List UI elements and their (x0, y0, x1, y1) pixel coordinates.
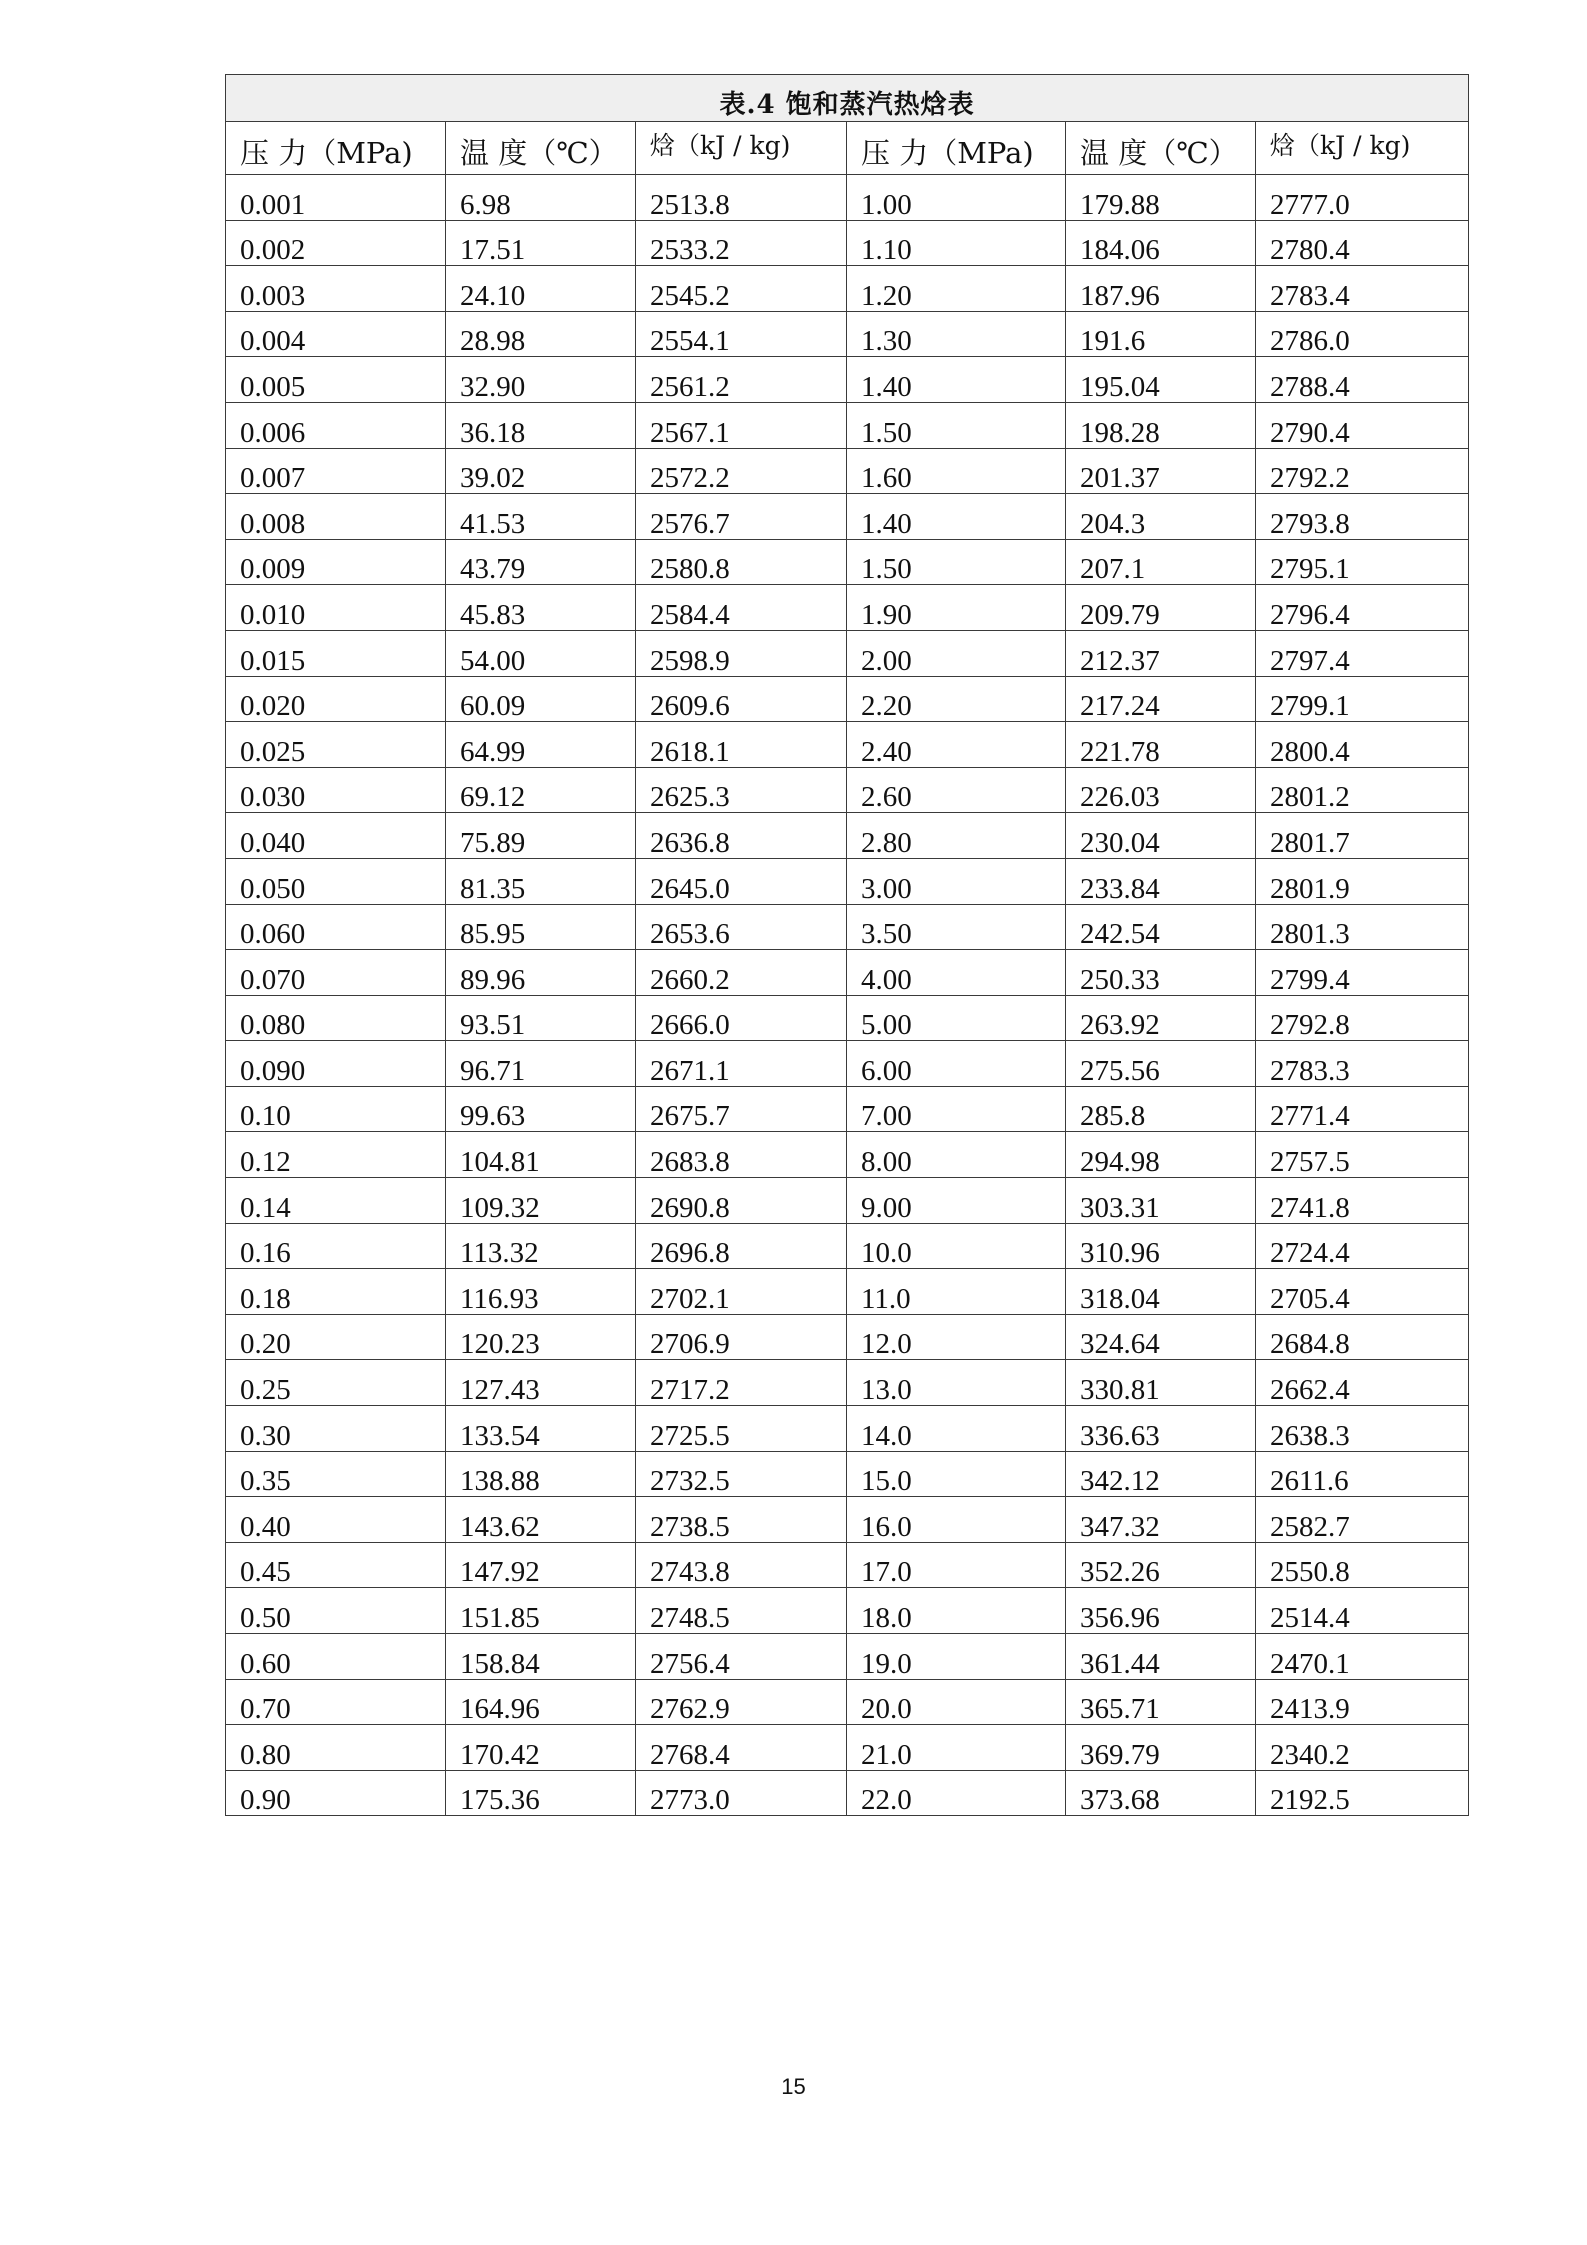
cell-pressure-left: 0.008 (226, 494, 446, 540)
table-row (226, 1314, 1469, 1360)
cell-pressure-right: 6.00 (847, 1041, 1066, 1087)
cell-enthalpy-left: 2756.4 (636, 1634, 847, 1680)
header-pressure-left: 压 力（MPa) (226, 122, 446, 175)
cell-enthalpy-left: 2690.8 (636, 1178, 847, 1224)
cell-enthalpy-right: 2771.4 (1256, 1086, 1469, 1132)
cell-enthalpy-right: 2611.6 (1256, 1451, 1469, 1497)
cell-pressure-left: 0.10 (226, 1086, 446, 1132)
cell-enthalpy-left: 2636.8 (636, 813, 847, 859)
cell-temperature-right: 330.81 (1066, 1360, 1256, 1406)
cell-pressure-left: 0.40 (226, 1497, 446, 1543)
cell-enthalpy-right: 2724.4 (1256, 1223, 1469, 1269)
cell-temperature-left: 170.42 (446, 1725, 636, 1771)
table-row (226, 1770, 1469, 1816)
table-row (226, 1406, 1469, 1452)
cell-enthalpy-right: 2638.3 (1256, 1406, 1469, 1452)
cell-pressure-left: 0.005 (226, 357, 446, 403)
cell-pressure-left: 0.025 (226, 722, 446, 768)
cell-enthalpy-left: 2660.2 (636, 950, 847, 996)
cell-pressure-right: 20.0 (847, 1679, 1066, 1725)
cell-pressure-right: 12.0 (847, 1314, 1066, 1360)
cell-enthalpy-right: 2470.1 (1256, 1634, 1469, 1680)
cell-temperature-left: 39.02 (446, 448, 636, 494)
cell-enthalpy-right: 2799.4 (1256, 950, 1469, 996)
cell-pressure-right: 8.00 (847, 1132, 1066, 1178)
cell-enthalpy-right: 2550.8 (1256, 1542, 1469, 1588)
cell-temperature-right: 187.96 (1066, 266, 1256, 312)
cell-enthalpy-right: 2788.4 (1256, 357, 1469, 403)
cell-enthalpy-left: 2513.8 (636, 175, 847, 221)
cell-temperature-right: 198.28 (1066, 402, 1256, 448)
cell-pressure-left: 0.007 (226, 448, 446, 494)
cell-enthalpy-right: 2796.4 (1256, 585, 1469, 631)
cell-enthalpy-left: 2567.1 (636, 402, 847, 448)
cell-enthalpy-left: 2773.0 (636, 1770, 847, 1816)
cell-temperature-left: 32.90 (446, 357, 636, 403)
cell-pressure-left: 0.35 (226, 1451, 446, 1497)
cell-pressure-left: 0.45 (226, 1542, 446, 1588)
cell-temperature-right: 195.04 (1066, 357, 1256, 403)
table-row (226, 950, 1469, 996)
cell-temperature-left: 60.09 (446, 676, 636, 722)
cell-pressure-right: 1.40 (847, 357, 1066, 403)
cell-pressure-right: 1.30 (847, 311, 1066, 357)
cell-pressure-left: 0.080 (226, 995, 446, 1041)
table-row (226, 1542, 1469, 1588)
table-row (226, 220, 1469, 266)
cell-enthalpy-right: 2801.9 (1256, 858, 1469, 904)
cell-temperature-left: 99.63 (446, 1086, 636, 1132)
cell-enthalpy-left: 2696.8 (636, 1223, 847, 1269)
cell-pressure-left: 0.001 (226, 175, 446, 221)
table-row (226, 1086, 1469, 1132)
cell-pressure-right: 4.00 (847, 950, 1066, 996)
cell-pressure-left: 0.003 (226, 266, 446, 312)
cell-pressure-left: 0.004 (226, 311, 446, 357)
cell-pressure-left: 0.14 (226, 1178, 446, 1224)
table-row (226, 1451, 1469, 1497)
cell-temperature-left: 147.92 (446, 1542, 636, 1588)
cell-enthalpy-right: 2705.4 (1256, 1269, 1469, 1315)
cell-enthalpy-right: 2340.2 (1256, 1725, 1469, 1771)
cell-pressure-right: 1.60 (847, 448, 1066, 494)
table-row (226, 858, 1469, 904)
cell-pressure-left: 0.80 (226, 1725, 446, 1771)
cell-enthalpy-left: 2572.2 (636, 448, 847, 494)
cell-temperature-right: 217.24 (1066, 676, 1256, 722)
cell-enthalpy-left: 2762.9 (636, 1679, 847, 1725)
cell-pressure-right: 7.00 (847, 1086, 1066, 1132)
cell-enthalpy-right: 2413.9 (1256, 1679, 1469, 1725)
cell-temperature-left: 54.00 (446, 630, 636, 676)
cell-pressure-right: 16.0 (847, 1497, 1066, 1543)
cell-pressure-right: 1.50 (847, 402, 1066, 448)
table-row (226, 995, 1469, 1041)
cell-temperature-right: 230.04 (1066, 813, 1256, 859)
table-row (226, 1132, 1469, 1178)
cell-enthalpy-right: 2582.7 (1256, 1497, 1469, 1543)
cell-pressure-left: 0.070 (226, 950, 446, 996)
cell-enthalpy-left: 2717.2 (636, 1360, 847, 1406)
cell-enthalpy-left: 2748.5 (636, 1588, 847, 1634)
cell-enthalpy-left: 2653.6 (636, 904, 847, 950)
cell-temperature-left: 45.83 (446, 585, 636, 631)
cell-temperature-left: 127.43 (446, 1360, 636, 1406)
cell-temperature-right: 294.98 (1066, 1132, 1256, 1178)
table-row (226, 357, 1469, 403)
cell-temperature-right: 263.92 (1066, 995, 1256, 1041)
table-row (226, 1041, 1469, 1087)
table-title-row (226, 75, 1469, 122)
cell-temperature-right: 212.37 (1066, 630, 1256, 676)
cell-temperature-right: 361.44 (1066, 1634, 1256, 1680)
cell-temperature-right: 226.03 (1066, 767, 1256, 813)
cell-enthalpy-right: 2514.4 (1256, 1588, 1469, 1634)
cell-enthalpy-right: 2662.4 (1256, 1360, 1469, 1406)
cell-enthalpy-right: 2780.4 (1256, 220, 1469, 266)
cell-pressure-right: 10.0 (847, 1223, 1066, 1269)
cell-pressure-left: 0.010 (226, 585, 446, 631)
cell-temperature-right: 336.63 (1066, 1406, 1256, 1452)
cell-pressure-left: 0.70 (226, 1679, 446, 1725)
cell-enthalpy-right: 2777.0 (1256, 175, 1469, 221)
cell-pressure-right: 5.00 (847, 995, 1066, 1041)
table-row (226, 585, 1469, 631)
cell-temperature-right: 233.84 (1066, 858, 1256, 904)
cell-pressure-right: 1.10 (847, 220, 1066, 266)
table-row (226, 1588, 1469, 1634)
cell-temperature-right: 250.33 (1066, 950, 1256, 996)
table-row (226, 266, 1469, 312)
cell-enthalpy-right: 2783.3 (1256, 1041, 1469, 1087)
table-body (226, 175, 1469, 1816)
cell-enthalpy-right: 2797.4 (1256, 630, 1469, 676)
cell-pressure-right: 19.0 (847, 1634, 1066, 1680)
cell-pressure-right: 14.0 (847, 1406, 1066, 1452)
cell-temperature-right: 303.31 (1066, 1178, 1256, 1224)
cell-temperature-left: 36.18 (446, 402, 636, 448)
cell-enthalpy-left: 2618.1 (636, 722, 847, 768)
cell-pressure-right: 21.0 (847, 1725, 1066, 1771)
cell-pressure-right: 1.00 (847, 175, 1066, 221)
cell-pressure-right: 13.0 (847, 1360, 1066, 1406)
cell-pressure-right: 18.0 (847, 1588, 1066, 1634)
cell-enthalpy-right: 2795.1 (1256, 539, 1469, 585)
cell-temperature-right: 242.54 (1066, 904, 1256, 950)
cell-enthalpy-right: 2741.8 (1256, 1178, 1469, 1224)
cell-pressure-left: 0.60 (226, 1634, 446, 1680)
table-row (226, 539, 1469, 585)
cell-temperature-right: 352.26 (1066, 1542, 1256, 1588)
header-enthalpy-left: 焓（kJ / kg) (636, 122, 847, 175)
table-row (226, 813, 1469, 859)
cell-pressure-left: 0.006 (226, 402, 446, 448)
table-row (226, 722, 1469, 768)
cell-temperature-left: 93.51 (446, 995, 636, 1041)
cell-temperature-left: 89.96 (446, 950, 636, 996)
cell-temperature-left: 43.79 (446, 539, 636, 585)
cell-pressure-left: 0.30 (226, 1406, 446, 1452)
cell-pressure-left: 0.002 (226, 220, 446, 266)
cell-enthalpy-left: 2625.3 (636, 767, 847, 813)
cell-enthalpy-left: 2706.9 (636, 1314, 847, 1360)
cell-enthalpy-right: 2801.3 (1256, 904, 1469, 950)
cell-temperature-right: 310.96 (1066, 1223, 1256, 1269)
cell-enthalpy-left: 2702.1 (636, 1269, 847, 1315)
cell-temperature-right: 318.04 (1066, 1269, 1256, 1315)
cell-enthalpy-left: 2671.1 (636, 1041, 847, 1087)
cell-temperature-left: 69.12 (446, 767, 636, 813)
cell-pressure-left: 0.090 (226, 1041, 446, 1087)
cell-enthalpy-right: 2800.4 (1256, 722, 1469, 768)
cell-temperature-left: 116.93 (446, 1269, 636, 1315)
cell-enthalpy-left: 2666.0 (636, 995, 847, 1041)
cell-enthalpy-left: 2609.6 (636, 676, 847, 722)
cell-enthalpy-right: 2801.2 (1256, 767, 1469, 813)
cell-temperature-left: 175.36 (446, 1770, 636, 1816)
table-row (226, 1725, 1469, 1771)
cell-pressure-right: 17.0 (847, 1542, 1066, 1588)
cell-temperature-right: 209.79 (1066, 585, 1256, 631)
cell-temperature-left: 6.98 (446, 175, 636, 221)
cell-pressure-right: 1.20 (847, 266, 1066, 312)
cell-pressure-left: 0.16 (226, 1223, 446, 1269)
cell-temperature-left: 109.32 (446, 1178, 636, 1224)
cell-enthalpy-left: 2738.5 (636, 1497, 847, 1543)
table-row (226, 494, 1469, 540)
cell-temperature-left: 120.23 (446, 1314, 636, 1360)
cell-temperature-left: 85.95 (446, 904, 636, 950)
cell-enthalpy-left: 2683.8 (636, 1132, 847, 1178)
cell-enthalpy-left: 2580.8 (636, 539, 847, 585)
cell-temperature-right: 342.12 (1066, 1451, 1256, 1497)
table-row (226, 767, 1469, 813)
cell-pressure-left: 0.90 (226, 1770, 446, 1816)
table-row (226, 448, 1469, 494)
cell-pressure-right: 15.0 (847, 1451, 1066, 1497)
cell-enthalpy-right: 2801.7 (1256, 813, 1469, 859)
cell-pressure-right: 11.0 (847, 1269, 1066, 1315)
table-header-row (226, 122, 1469, 175)
cell-pressure-right: 3.00 (847, 858, 1066, 904)
table-row (226, 1178, 1469, 1224)
header-temperature-right: 温 度（℃） (1066, 122, 1256, 175)
cell-enthalpy-right: 2783.4 (1256, 266, 1469, 312)
table-row (226, 1360, 1469, 1406)
cell-temperature-right: 365.71 (1066, 1679, 1256, 1725)
cell-temperature-right: 201.37 (1066, 448, 1256, 494)
cell-temperature-right: 221.78 (1066, 722, 1256, 768)
cell-pressure-left: 0.009 (226, 539, 446, 585)
cell-temperature-left: 158.84 (446, 1634, 636, 1680)
cell-temperature-right: 184.06 (1066, 220, 1256, 266)
cell-pressure-left: 0.020 (226, 676, 446, 722)
table-row (226, 175, 1469, 221)
cell-enthalpy-left: 2743.8 (636, 1542, 847, 1588)
table-title: 表.4 饱和蒸汽热焓表 (226, 75, 1469, 122)
cell-enthalpy-left: 2561.2 (636, 357, 847, 403)
cell-enthalpy-left: 2725.5 (636, 1406, 847, 1452)
cell-pressure-right: 2.00 (847, 630, 1066, 676)
cell-pressure-right: 9.00 (847, 1178, 1066, 1224)
cell-temperature-right: 369.79 (1066, 1725, 1256, 1771)
cell-temperature-left: 164.96 (446, 1679, 636, 1725)
cell-pressure-left: 0.18 (226, 1269, 446, 1315)
cell-pressure-left: 0.060 (226, 904, 446, 950)
cell-temperature-right: 204.3 (1066, 494, 1256, 540)
cell-pressure-right: 1.40 (847, 494, 1066, 540)
cell-enthalpy-right: 2792.8 (1256, 995, 1469, 1041)
cell-enthalpy-left: 2675.7 (636, 1086, 847, 1132)
cell-pressure-right: 2.40 (847, 722, 1066, 768)
cell-enthalpy-right: 2192.5 (1256, 1770, 1469, 1816)
table-row (226, 904, 1469, 950)
cell-enthalpy-right: 2792.2 (1256, 448, 1469, 494)
table-row (226, 1497, 1469, 1543)
cell-temperature-left: 96.71 (446, 1041, 636, 1087)
cell-enthalpy-right: 2790.4 (1256, 402, 1469, 448)
cell-enthalpy-left: 2533.2 (636, 220, 847, 266)
cell-temperature-right: 275.56 (1066, 1041, 1256, 1087)
cell-enthalpy-left: 2732.5 (636, 1451, 847, 1497)
cell-enthalpy-right: 2757.5 (1256, 1132, 1469, 1178)
cell-pressure-right: 1.50 (847, 539, 1066, 585)
page-number: 15 (781, 2074, 806, 2099)
cell-temperature-right: 324.64 (1066, 1314, 1256, 1360)
cell-temperature-right: 347.32 (1066, 1497, 1256, 1543)
cell-pressure-right: 3.50 (847, 904, 1066, 950)
cell-pressure-right: 22.0 (847, 1770, 1066, 1816)
cell-pressure-left: 0.12 (226, 1132, 446, 1178)
header-pressure-right: 压 力（MPa) (847, 122, 1066, 175)
cell-enthalpy-left: 2584.4 (636, 585, 847, 631)
cell-pressure-right: 2.80 (847, 813, 1066, 859)
cell-temperature-left: 41.53 (446, 494, 636, 540)
cell-pressure-right: 2.20 (847, 676, 1066, 722)
cell-enthalpy-left: 2554.1 (636, 311, 847, 357)
cell-enthalpy-right: 2684.8 (1256, 1314, 1469, 1360)
cell-pressure-left: 0.25 (226, 1360, 446, 1406)
cell-temperature-left: 104.81 (446, 1132, 636, 1178)
cell-temperature-left: 138.88 (446, 1451, 636, 1497)
saturated-steam-enthalpy-table (225, 74, 1469, 1816)
cell-temperature-left: 24.10 (446, 266, 636, 312)
cell-pressure-left: 0.050 (226, 858, 446, 904)
cell-pressure-left: 0.030 (226, 767, 446, 813)
cell-temperature-left: 81.35 (446, 858, 636, 904)
cell-temperature-left: 113.32 (446, 1223, 636, 1269)
cell-enthalpy-right: 2799.1 (1256, 676, 1469, 722)
cell-temperature-right: 373.68 (1066, 1770, 1256, 1816)
cell-temperature-left: 143.62 (446, 1497, 636, 1543)
cell-temperature-right: 179.88 (1066, 175, 1256, 221)
cell-temperature-left: 133.54 (446, 1406, 636, 1452)
table-row (226, 311, 1469, 357)
cell-enthalpy-left: 2768.4 (636, 1725, 847, 1771)
cell-pressure-left: 0.20 (226, 1314, 446, 1360)
table-row (226, 676, 1469, 722)
cell-enthalpy-left: 2598.9 (636, 630, 847, 676)
cell-pressure-right: 1.90 (847, 585, 1066, 631)
cell-temperature-left: 17.51 (446, 220, 636, 266)
cell-enthalpy-left: 2576.7 (636, 494, 847, 540)
table-row (226, 402, 1469, 448)
cell-temperature-left: 28.98 (446, 311, 636, 357)
cell-temperature-right: 285.8 (1066, 1086, 1256, 1132)
cell-temperature-left: 151.85 (446, 1588, 636, 1634)
header-temperature-left: 温 度（℃） (446, 122, 636, 175)
cell-enthalpy-right: 2786.0 (1256, 311, 1469, 357)
cell-temperature-right: 207.1 (1066, 539, 1256, 585)
cell-enthalpy-left: 2545.2 (636, 266, 847, 312)
table-row (226, 1223, 1469, 1269)
cell-temperature-right: 191.6 (1066, 311, 1256, 357)
cell-pressure-left: 0.040 (226, 813, 446, 859)
cell-pressure-right: 2.60 (847, 767, 1066, 813)
cell-temperature-left: 75.89 (446, 813, 636, 859)
cell-temperature-right: 356.96 (1066, 1588, 1256, 1634)
cell-enthalpy-right: 2793.8 (1256, 494, 1469, 540)
cell-enthalpy-left: 2645.0 (636, 858, 847, 904)
table-row (226, 1679, 1469, 1725)
table-row (226, 1269, 1469, 1315)
cell-pressure-left: 0.50 (226, 1588, 446, 1634)
cell-temperature-left: 64.99 (446, 722, 636, 768)
header-enthalpy-right: 焓（kJ / kg) (1256, 122, 1469, 175)
table-row (226, 630, 1469, 676)
cell-pressure-left: 0.015 (226, 630, 446, 676)
table-row (226, 1634, 1469, 1680)
